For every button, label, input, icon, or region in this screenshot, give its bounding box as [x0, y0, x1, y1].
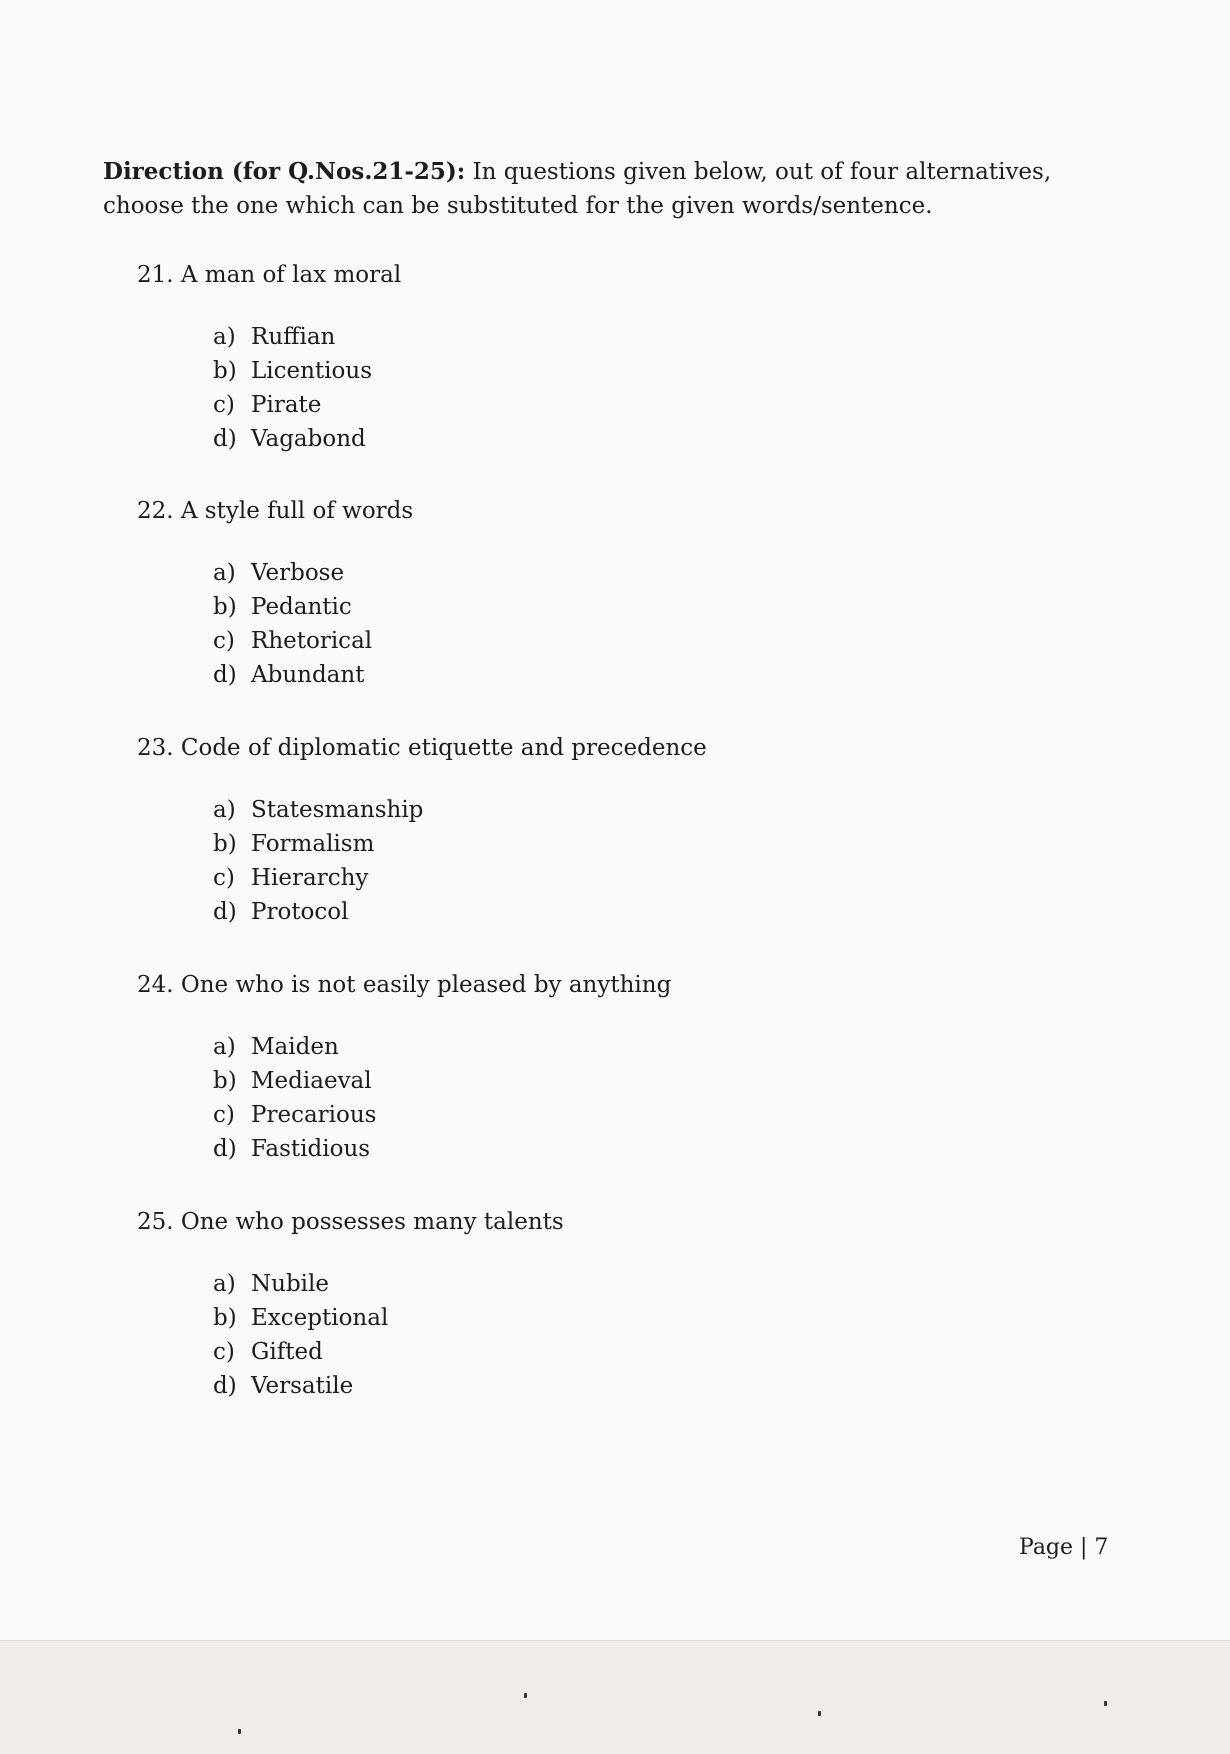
option-d [213, 1369, 388, 1403]
option-letter: c) [213, 628, 235, 654]
question-text: One who is not easily pleased by anything [180, 972, 672, 998]
option-text: Gifted [251, 1339, 323, 1365]
direction-paragraph [103, 155, 1123, 223]
option-letter: d) [213, 662, 237, 688]
option-letter: b) [213, 1305, 237, 1331]
option-letter: d) [213, 1373, 237, 1399]
option-text: Protocol [251, 899, 349, 925]
option-letter: d) [213, 426, 237, 452]
option-text: Precarious [251, 1102, 377, 1128]
option-text: Verbose [251, 560, 345, 586]
option-letter: d) [213, 1136, 237, 1162]
scan-speck [818, 1711, 821, 1716]
option-text: Hierarchy [251, 865, 369, 891]
option-d [213, 1132, 377, 1166]
direction-text: In questions given below, out of four alternatives, choose the one which can be substituted for the given words/sentence. [103, 159, 1052, 219]
scan-speck [524, 1693, 527, 1698]
option-c [213, 861, 423, 895]
option-b [213, 1064, 377, 1098]
option-list [213, 1030, 377, 1166]
option-letter: d) [213, 899, 237, 925]
page-number: Page | 7 [1019, 1535, 1109, 1560]
scan-bottom-margin [0, 1640, 1230, 1754]
option-letter: c) [213, 1102, 235, 1128]
option-letter: a) [213, 324, 236, 350]
option-letter: a) [213, 797, 236, 823]
option-list [213, 793, 423, 929]
option-letter: a) [213, 1271, 236, 1297]
option-text: Licentious [251, 358, 372, 384]
option-a [213, 320, 372, 354]
option-text: Vagabond [251, 426, 366, 452]
option-d [213, 895, 423, 929]
question-stem [137, 968, 671, 1002]
option-c [213, 1335, 388, 1369]
option-a [213, 1030, 377, 1064]
option-list [213, 1267, 388, 1403]
question-text: A man of lax moral [180, 262, 402, 288]
option-d [213, 422, 372, 456]
option-b [213, 590, 372, 624]
question-stem [137, 494, 413, 528]
option-text: Nubile [251, 1271, 329, 1297]
option-text: Statesmanship [251, 797, 424, 823]
option-letter: a) [213, 1034, 236, 1060]
option-text: Abundant [251, 662, 365, 688]
option-b [213, 354, 372, 388]
option-text: Mediaeval [251, 1068, 372, 1094]
question-number: 23. [137, 735, 174, 761]
option-letter: c) [213, 392, 235, 418]
question-number: 22. [137, 498, 174, 524]
option-c [213, 388, 372, 422]
question-number: 24. [137, 972, 174, 998]
option-letter: b) [213, 358, 237, 384]
option-text: Fastidious [251, 1136, 371, 1162]
option-text: Exceptional [251, 1305, 389, 1331]
option-text: Versatile [251, 1373, 354, 1399]
option-list [213, 556, 372, 692]
question-stem [137, 258, 401, 292]
option-letter: a) [213, 560, 236, 586]
question-stem [137, 731, 707, 765]
option-text: Formalism [251, 831, 375, 857]
option-text: Maiden [251, 1034, 339, 1060]
scan-speck [1104, 1701, 1107, 1706]
option-d [213, 658, 372, 692]
scan-speck [238, 1729, 241, 1734]
option-text: Ruffian [251, 324, 336, 350]
option-c [213, 624, 372, 658]
question-text: Code of diplomatic etiquette and precedence [180, 735, 707, 761]
option-text: Rhetorical [251, 628, 373, 654]
option-b [213, 1301, 388, 1335]
option-text: Pedantic [251, 594, 352, 620]
option-letter: c) [213, 865, 235, 891]
question-stem [137, 1205, 564, 1239]
question-text: A style full of words [180, 498, 414, 524]
option-a [213, 1267, 388, 1301]
question-number: 25. [137, 1209, 174, 1235]
question-number: 21. [137, 262, 174, 288]
question-text: One who possesses many talents [180, 1209, 564, 1235]
option-c [213, 1098, 377, 1132]
option-letter: b) [213, 1068, 237, 1094]
option-b [213, 827, 423, 861]
option-a [213, 793, 423, 827]
option-a [213, 556, 372, 590]
direction-label: Direction (for Q.Nos.21-25): [103, 158, 466, 185]
option-letter: b) [213, 831, 237, 857]
option-list [213, 320, 372, 456]
option-text: Pirate [251, 392, 322, 418]
option-letter: b) [213, 594, 237, 620]
option-letter: c) [213, 1339, 235, 1365]
